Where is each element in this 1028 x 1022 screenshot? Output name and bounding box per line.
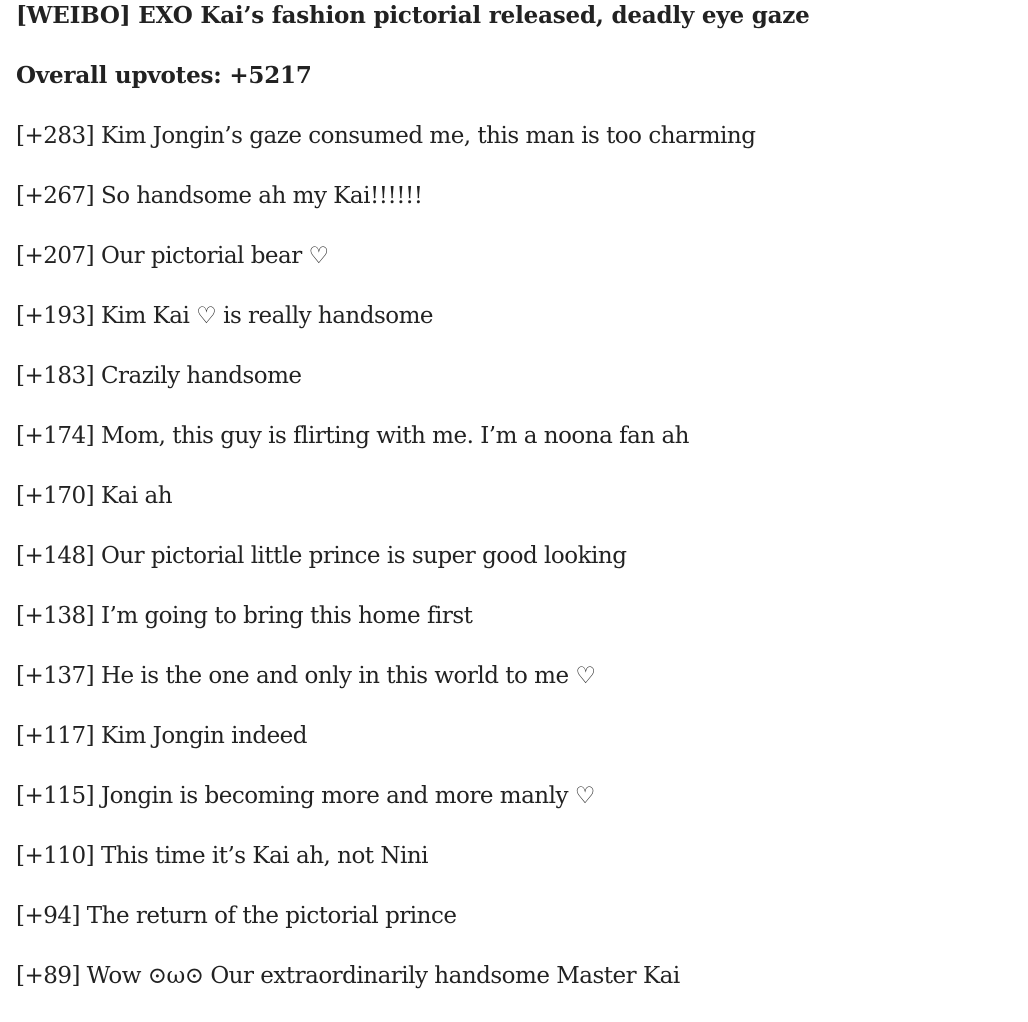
comment-score: [+94] (16, 903, 80, 929)
comment (16, 361, 302, 391)
comment-text: Kim Jongin indeed (100, 723, 308, 749)
comment (16, 301, 433, 331)
overall-upvotes: Overall upvotes: +5217 (16, 62, 312, 89)
comment-score: [+207] (16, 243, 95, 269)
comment (16, 121, 755, 151)
comment (16, 721, 307, 751)
comment-score: [+193] (16, 303, 95, 329)
comment-text: Kim Jongin’s gaze consumed me, this man is too charming (100, 123, 756, 149)
comment-score: [+117] (16, 723, 95, 749)
comment (16, 181, 422, 211)
comment-text: The return of the pictorial prince (86, 903, 457, 929)
post-title: [WEIBO] EXO Kai’s fashion pictorial released, deadly eye gaze (16, 2, 810, 29)
comment-score: [+183] (16, 363, 95, 389)
comment (16, 781, 595, 811)
comment-score: [+170] (16, 483, 95, 509)
comment-text: Jongin is becoming more and more manly ♡ (100, 783, 595, 809)
comment-text: He is the one and only in this world to me ♡ (100, 663, 596, 689)
comment-text: Wow ⊙ω⊙ Our extraordinarily handsome Master Kai (86, 963, 680, 989)
comment-score: [+174] (16, 423, 95, 449)
comment (16, 901, 456, 931)
comment-text: Our pictorial bear ♡ (100, 243, 329, 269)
comment (16, 541, 626, 571)
comment-text: So handsome ah my Kai!!!!!! (100, 183, 423, 209)
comment (16, 421, 689, 451)
comment-text: Kai ah (100, 483, 173, 509)
comment (16, 241, 329, 271)
comment-score: [+137] (16, 663, 95, 689)
comment-score: [+110] (16, 843, 95, 869)
comment (16, 601, 472, 631)
comment-text: This time it’s Kai ah, not Nini (100, 843, 428, 869)
comment-score: [+138] (16, 603, 95, 629)
comment-score: [+115] (16, 783, 95, 809)
comment-text: Mom, this guy is flirting with me. I’m a noona fan ah (100, 423, 689, 449)
comment-text: I’m going to bring this home first (100, 603, 473, 629)
comment (16, 961, 680, 991)
comment (16, 661, 596, 691)
comment-score: [+148] (16, 543, 95, 569)
comment (16, 481, 172, 511)
comment-text: Crazily handsome (100, 363, 302, 389)
comment-text: Kim Kai ♡ is really handsome (100, 303, 434, 329)
comment-score: [+89] (16, 963, 80, 989)
comment (16, 841, 428, 871)
comment-score: [+267] (16, 183, 95, 209)
comment-score: [+283] (16, 123, 95, 149)
comment-text: Our pictorial little prince is super good looking (100, 543, 627, 569)
